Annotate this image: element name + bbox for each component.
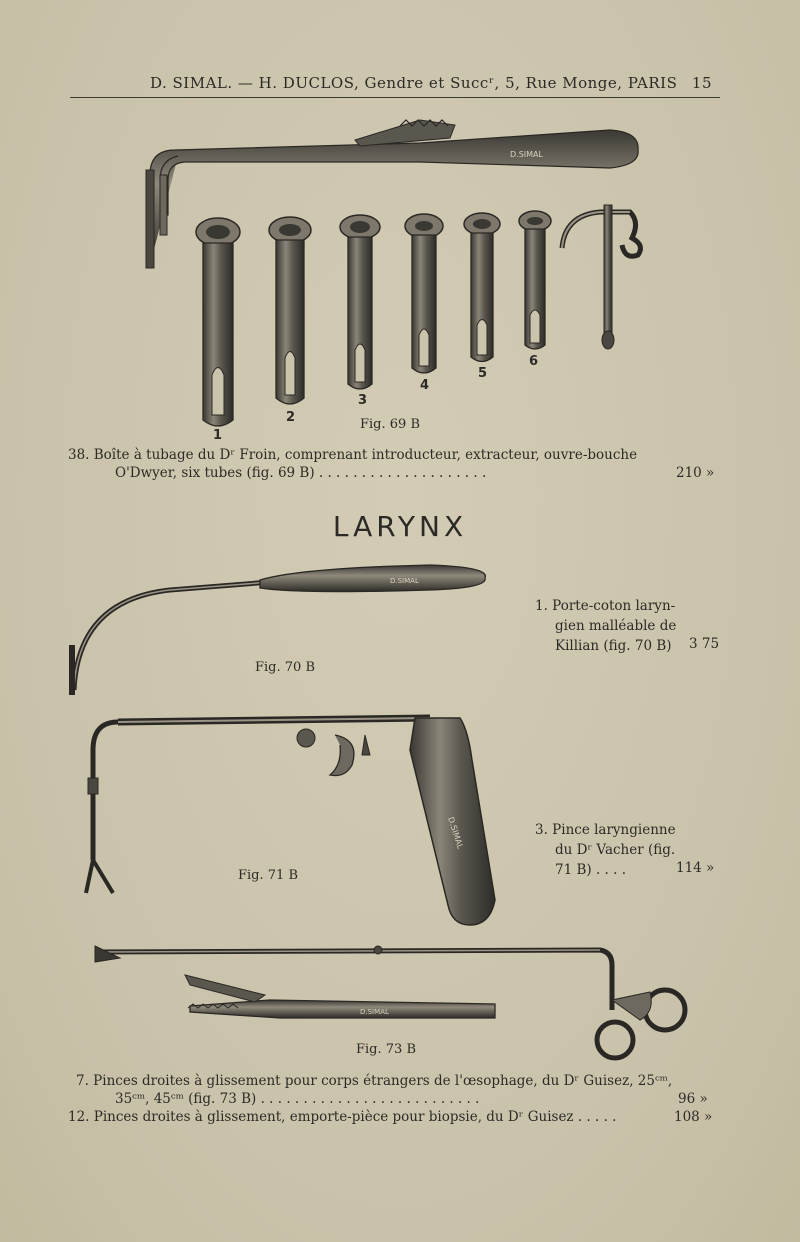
- tube-number-6: 6: [529, 354, 539, 369]
- tube-5: [464, 213, 500, 362]
- tube-number-1: 1: [213, 428, 223, 443]
- entry38-line2: O'Dwyer, six tubes (fig. 69 B) . . . . . . . . . . . . . . . . . . . .: [115, 465, 487, 481]
- mouth-opener: [562, 205, 640, 349]
- tube-2: [269, 217, 311, 404]
- fig73-caption: Fig. 73 B: [356, 1042, 416, 1057]
- tube-4: [405, 214, 443, 373]
- section-title: LARYNX: [332, 510, 468, 543]
- entry7-line2: 35ᶜᵐ, 45ᶜᵐ (fig. 73 B) . . . . . . . . . . . . . . . . . . . . . . . . . .: [115, 1091, 480, 1107]
- entry7-line1: 7. Pinces droites à glissement pour corps étrangers de l'œsophage, du Dʳ Guisez, 25ᶜᵐ,: [76, 1073, 673, 1089]
- tube-3: [340, 215, 380, 389]
- fig71-desc-line2: du Dʳ Vacher (fig.: [555, 842, 676, 858]
- tube-6: [519, 211, 551, 349]
- fig70-desc-line2: gien malléable de: [555, 618, 677, 634]
- fig71-desc-line3: 71 B) . . . .: [555, 862, 626, 878]
- entry38-line1: 38. Boîte à tubage du Dʳ Froin, comprenant introducteur, extracteur, ouvre-bouche: [68, 447, 638, 463]
- tube-number-5: 5: [478, 366, 488, 381]
- fig70-description: [535, 596, 676, 656]
- tube-number-2: 2: [286, 410, 296, 425]
- fig71-brand: D.SIMAL: [446, 815, 465, 850]
- fig71-description: [535, 820, 676, 880]
- fig70-caption: Fig. 70 B: [255, 660, 315, 675]
- porte-coton-instrument: [72, 565, 485, 695]
- entry38-price: 210 »: [676, 465, 715, 481]
- fig69-caption: Fig. 69 B: [360, 417, 420, 432]
- fig69-brand: D.SIMAL: [510, 150, 543, 159]
- fig70-brand: D.SIMAL: [390, 577, 419, 585]
- pince-laryngienne-instrument: [86, 718, 495, 925]
- tube-number-4: 4: [420, 378, 430, 393]
- fig71-caption: Fig. 71 B: [238, 868, 298, 883]
- entry12-price: 108 »: [674, 1109, 713, 1125]
- fig73-brand: D.SIMAL: [360, 1008, 389, 1016]
- fig70-desc-line1: 1. Porte-coton laryn-: [535, 598, 676, 614]
- tube-number-3: 3: [358, 393, 368, 408]
- page-number: 15: [691, 74, 712, 92]
- fig71-desc-line1: 3. Pince laryngienne: [535, 822, 676, 838]
- entry12-line1: 12. Pinces droites à glissement, emporte-pièce pour biopsie, du Dʳ Guisez . . . . .: [68, 1109, 617, 1125]
- header-text: D. SIMAL. — H. DUCLOS, Gendre et Succʳ, 5, Rue Monge, PARIS: [150, 74, 678, 92]
- fig71-price: 114 »: [676, 860, 715, 876]
- fig70-desc-line3: Killian (fig. 70 B): [555, 638, 672, 654]
- tube-1: [196, 218, 240, 426]
- entry7-price: 96 »: [678, 1091, 708, 1107]
- fig70-price: 3 75: [689, 636, 720, 652]
